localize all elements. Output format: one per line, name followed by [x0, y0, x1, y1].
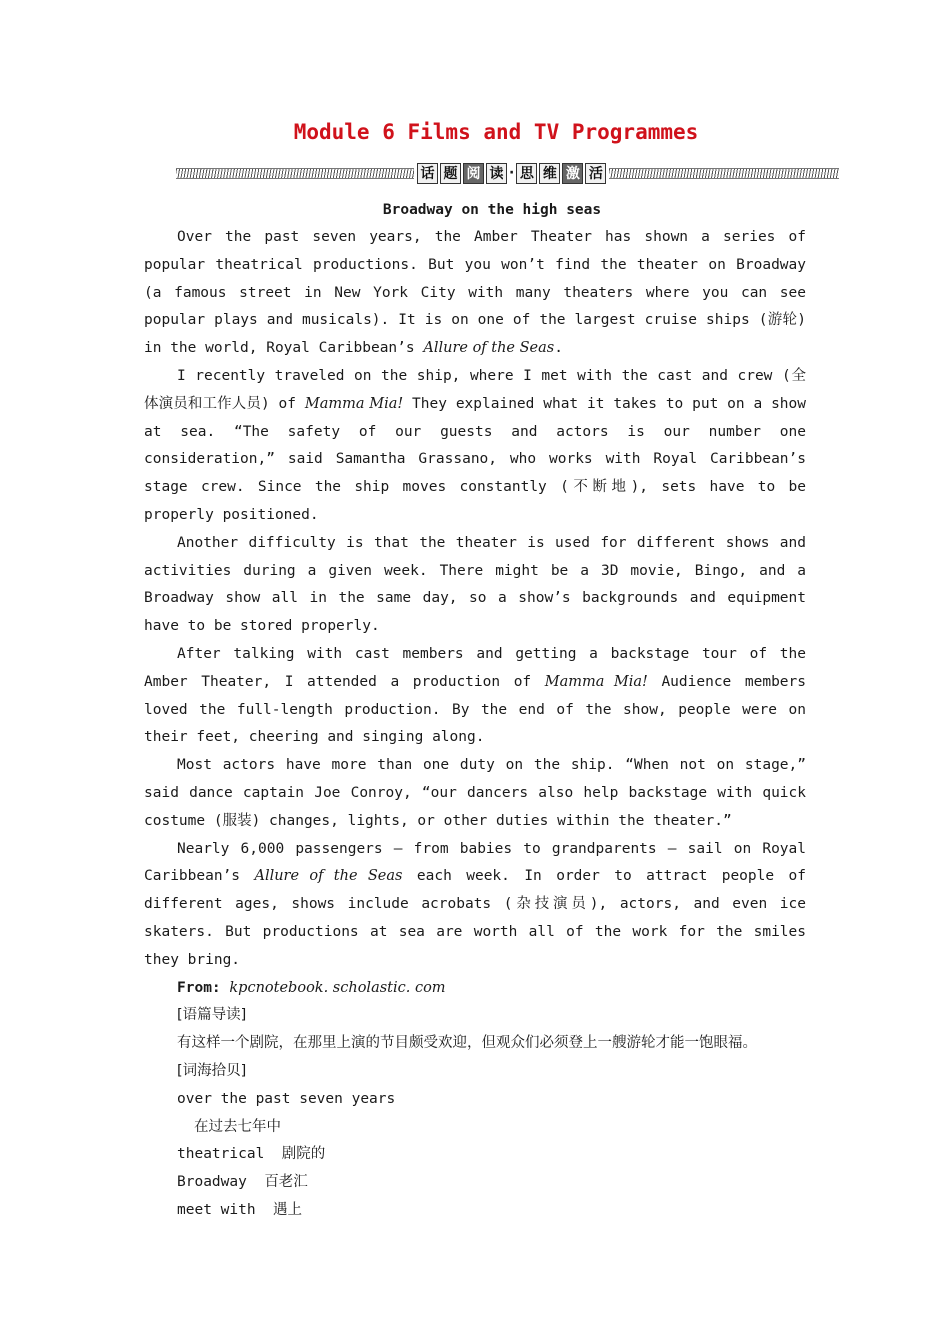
vocab-item-en: meet with	[177, 1201, 256, 1218]
paragraph-text: each week. In order to attract people of different ages, shows include acrobats (杂技演员), actors, and even ice skaters. But productions at sea are worth all of the work for the smiles they bring.	[144, 868, 806, 968]
vocab-item-zh: 百老汇	[264, 1174, 308, 1191]
banner-tags	[416, 163, 607, 184]
article-heading: Broadway on the high seas	[382, 202, 602, 218]
paragraph-4	[144, 641, 806, 752]
vocab-item-en: theatrical	[177, 1146, 265, 1163]
paragraph-text: After talking with cast members and getting a backstage tour of the Amber Theater, I attended a production of	[144, 645, 806, 690]
banner-tag: 激	[562, 163, 583, 184]
guide-label: [语篇导读]	[177, 1007, 247, 1024]
banner-tag: 题	[440, 163, 461, 184]
show-name: Mamma Mia!	[544, 673, 648, 690]
vocab-item	[144, 1197, 806, 1225]
banner-hatch-left	[176, 168, 414, 179]
banner-tag: 话	[417, 163, 438, 184]
paragraph-text: .	[554, 340, 563, 357]
paragraph-1	[144, 224, 806, 363]
section-banner	[176, 161, 848, 185]
paragraph-3: Another difficulty is that the theater is used for different shows and activities during a given week. There might be a 3D movie, Bingo, and a Broadway show all in the same day, so a show’s backgrounds and equipment have to be stored properly.	[144, 534, 806, 635]
paragraph-5: Most actors have more than one duty on the ship. “When not on stage,” said dance captain Joe Conroy, “our dancers also help backstage with quick costume (服装) changes, lights, or other duties within the theater.”	[144, 757, 806, 829]
banner-separator: ·	[509, 165, 515, 181]
vocab-item	[144, 1141, 806, 1169]
ship-name: Allure of the Seas	[423, 340, 555, 357]
source-line	[144, 975, 806, 1003]
paragraph-text: Over the past seven years, the Amber Theater has shown a series of popular theatrical productions. But you won’t find the theater on Broadway (a famous street in New York City with many theaters where you can see popular plays and musicals). It is on one of the largest cruise ships (游轮) in the world, Royal Caribbean’s	[144, 229, 806, 357]
source-url: kpcnotebook. scholastic. com	[229, 979, 446, 996]
module-title: Module 6 Films and TV Programmes	[293, 120, 699, 144]
paragraph-text: Audience members loved the full-length production. By the end of the show, people were on their feet, cheering and singing along.	[144, 673, 806, 746]
article-body	[144, 224, 806, 1225]
vocab-item-zh: 遇上	[273, 1201, 303, 1218]
vocab-label: [词海拾贝]	[177, 1062, 247, 1079]
paragraph-text: I recently traveled on the ship, where I met with the cast and crew (全体演员和工作人员) of	[144, 367, 806, 412]
banner-tag: 读	[486, 163, 507, 184]
banner-tag: 活	[585, 163, 606, 184]
show-name: Mamma Mia!	[304, 395, 404, 412]
banner-tag: 维	[539, 163, 560, 184]
source-label: From:	[177, 979, 221, 996]
paragraph-2	[144, 363, 806, 530]
vocab-item-en: over the past seven years	[177, 1090, 396, 1107]
banner-tag: 思	[516, 163, 537, 184]
banner-tag: 阅	[463, 163, 484, 184]
paragraph-text: Nearly 6,000 passengers — from babies to grandparents — sail on Royal Caribbean’s	[144, 840, 806, 885]
vocab-item-en: Broadway	[177, 1174, 247, 1191]
paragraph-6	[144, 836, 806, 975]
vocab-item	[144, 1169, 806, 1197]
paragraph-text: They explained what it takes to put on a show at sea. “The safety of our guests and actors is our number one consideration,” said Samantha Grassano, who works with Royal Caribbean’s stage crew. Since the ship moves constantly (不断地), sets have to be properly positioned.	[144, 395, 806, 523]
guide-text: 有这样一个剧院，在那里上演的节目颇受欢迎，但观众们必须登上一艘游轮才能一饱眼福。	[177, 1035, 757, 1052]
vocab-item-zh: 剧院的	[281, 1146, 326, 1163]
ship-name: Allure of the Seas	[254, 868, 403, 885]
vocab-item-zh: 在过去七年中	[194, 1118, 281, 1135]
banner-hatch-right	[609, 168, 839, 179]
